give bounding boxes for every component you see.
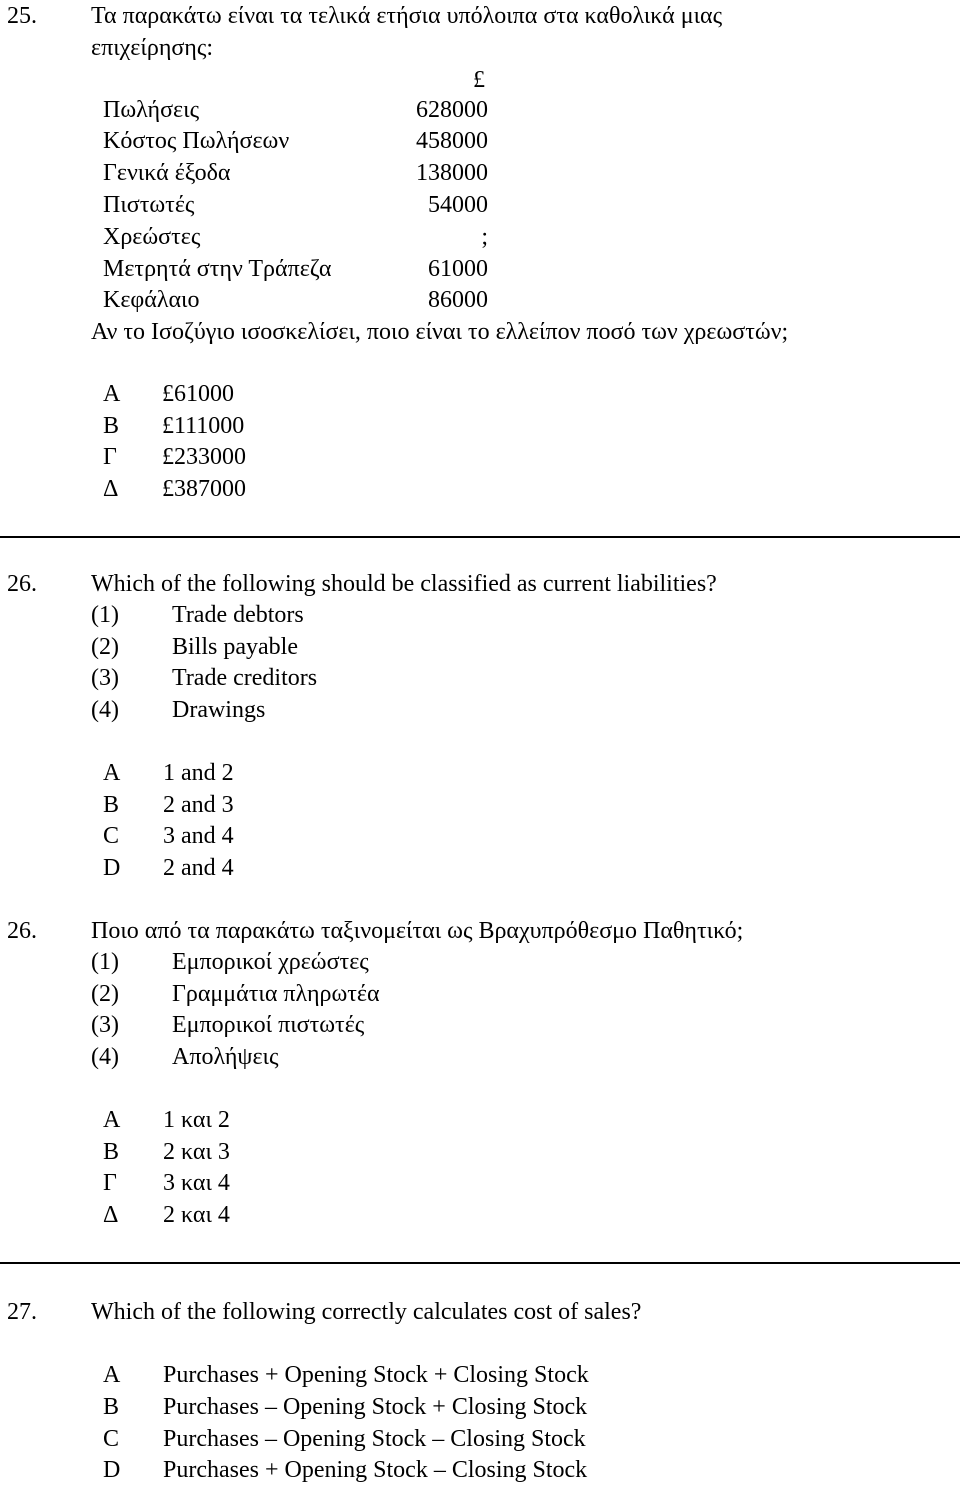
option-text: £387000 [162,476,246,502]
balance-value: 628000 [416,97,488,123]
option-letter: D [103,855,121,881]
option-text: £233000 [162,444,246,470]
option-text: 2 and 3 [163,792,234,818]
option-text: Purchases – Opening Stock + Closing Stock [163,1394,588,1420]
option-letter: Α [103,1107,121,1133]
item-text: Γραμμάτια πληρωτέα [172,981,380,1007]
section-divider [0,536,960,538]
option-text: 3 and 4 [163,823,234,849]
option-text: Purchases – Opening Stock – Closing Stock [163,1426,586,1452]
option-text: £61000 [162,381,234,407]
q25-number: 25. [7,3,37,29]
balance-value: 138000 [416,160,488,186]
q26-en-number: 26. [7,571,37,597]
balance-label: Μετρητά στην Τράπεζα [103,256,332,282]
balance-label: Πιστωτές [103,192,195,218]
option-text: £111000 [162,413,245,439]
item-number: (4) [91,697,119,723]
option-letter: C [103,823,120,849]
balance-label: Πωλήσεις [103,97,200,123]
item-number: (2) [91,981,119,1007]
option-text: Purchases + Opening Stock – Closing Stock [163,1457,588,1483]
option-letter: A [103,760,121,786]
option-text: 2 και 3 [163,1139,230,1165]
option-letter: B [103,1394,120,1420]
q25-question-line2: επιχείρησης: [91,35,214,61]
item-text: Εμπορικοί πιστωτές [172,1012,365,1038]
option-text: 1 και 2 [163,1107,230,1133]
item-number: (4) [91,1044,119,1070]
balance-label: Γενικά έξοδα [103,160,231,186]
item-number: (3) [91,1012,119,1038]
option-letter: A [103,1362,121,1388]
option-text: 1 and 2 [163,760,234,786]
option-letter: Β [103,413,120,439]
q25-prompt: Αν το Ισοζύγιο ισοσκελίσει, ποιο είναι το ελλείπον ποσό των χρεωστών; [91,319,789,345]
option-letter: Γ [103,1170,117,1196]
balance-value: 61000 [428,256,488,282]
q27-question: Which of the following correctly calculates cost of sales? [91,1299,642,1325]
balance-label: Χρεώστες [103,224,201,250]
section-divider [0,1262,960,1264]
option-letter: Γ [103,444,117,470]
option-text: 2 και 4 [163,1202,230,1228]
item-number: (1) [91,602,119,628]
option-letter: C [103,1426,120,1452]
q25-question-line1: Τα παρακάτω είναι τα τελικά ετήσια υπόλοιπα στα καθολικά μιας [91,3,723,29]
option-text: Purchases + Opening Stock + Closing Stock [163,1362,589,1388]
item-text: Εμπορικοί χρεώστες [172,949,369,975]
item-text: Bills payable [172,634,298,660]
q26-en-question: Which of the following should be classified as current liabilities? [91,571,717,597]
option-letter: Α [103,381,121,407]
item-text: Drawings [172,697,266,723]
q26-gr-number: 26. [7,918,37,944]
q27-number: 27. [7,1299,37,1325]
option-letter: Δ [103,1202,119,1228]
balance-value: ; [481,224,488,250]
item-text: Trade creditors [172,665,318,691]
item-number: (1) [91,949,119,975]
balance-label: Κεφάλαιο [103,287,200,313]
item-number: (3) [91,665,119,691]
item-number: (2) [91,634,119,660]
option-letter: D [103,1457,121,1483]
balance-value: 458000 [416,128,488,154]
item-text: Απολήψεις [172,1044,279,1070]
balance-value: 86000 [428,287,488,313]
option-letter: Δ [103,476,119,502]
option-letter: B [103,792,120,818]
q26-gr-question: Ποιο από τα παρακάτω ταξινομείται ως Βραχυπρόθεσμο Παθητικό; [91,918,744,944]
option-text: 2 and 4 [163,855,234,881]
option-text: 3 και 4 [163,1170,230,1196]
item-text: Trade debtors [172,602,304,628]
balance-label: Κόστος Πωλήσεων [103,128,290,154]
balance-value: 54000 [428,192,488,218]
option-letter: Β [103,1139,120,1165]
currency-symbol: £ [473,67,485,93]
